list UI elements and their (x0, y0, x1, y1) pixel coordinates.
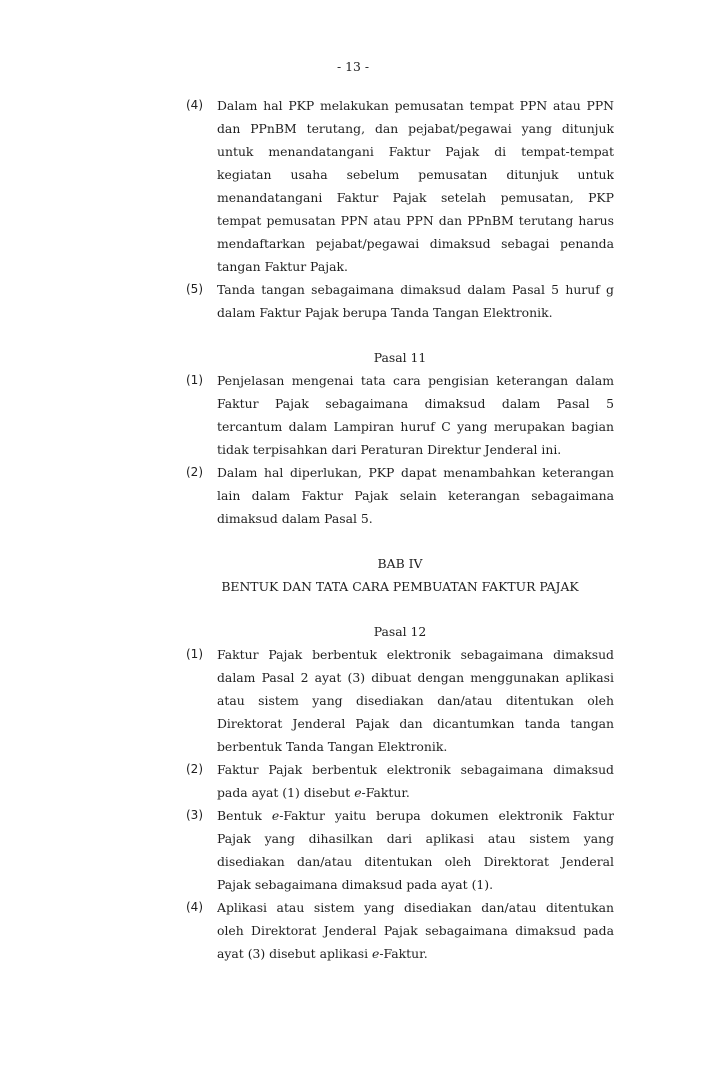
paragraph-line: untuk menandatangani Faktur Pajak di tempat-tempat (217, 144, 614, 159)
paragraph-line: ayat (3) disebut aplikasi e-Faktur. (217, 946, 428, 961)
paragraph-line: tempat pemusatan PPN atau PPN dan PPnBM terutang harus (217, 213, 614, 228)
paragraph-line: pada ayat (1) disebut e-Faktur. (217, 785, 410, 800)
paragraph-line: Tanda tangan sebagaimana dimaksud dalam Pasal 5 huruf g (217, 282, 614, 297)
paragraph-line: dimaksud dalam Pasal 5. (217, 511, 373, 526)
numbered-paragraph (186, 758, 614, 804)
paragraph-line: dalam Pasal 2 ayat (3) dibuat dengan menggunakan aplikasi (217, 670, 614, 685)
paragraph-number: (4) (186, 900, 203, 914)
paragraph-line: lain dalam Faktur Pajak selain keterangan sebagaimana (217, 488, 614, 503)
section-heading: Pasal 11 (373, 350, 427, 365)
paragraph-line: Bentuk e-Faktur yaitu berupa dokumen elektronik Faktur (217, 808, 614, 823)
paragraph-line: dalam Faktur Pajak berupa Tanda Tangan Elektronik. (217, 305, 553, 320)
paragraph-number: (2) (186, 465, 203, 479)
paragraph-line: Faktur Pajak berbentuk elektronik sebagaimana dimaksud (217, 762, 614, 777)
paragraph-line: Dalam hal PKP melakukan pemusatan tempat PPN atau PPN (217, 98, 614, 113)
paragraph-line: Pajak sebagaimana dimaksud pada ayat (1). (217, 877, 494, 892)
numbered-paragraph (186, 804, 614, 896)
paragraph-line: kegiatan usaha sebelum pemusatan ditunjuk untuk (217, 167, 614, 182)
paragraph-line: dan PPnBM terutang, dan pejabat/pegawai yang ditunjuk (217, 121, 614, 136)
document-body (186, 94, 614, 965)
paragraph-line: menandatangani Faktur Pajak setelah pemusatan, PKP (217, 190, 614, 205)
italic-term: e (271, 808, 280, 823)
paragraph-line: Dalam hal diperlukan, PKP dapat menambahkan keterangan (217, 465, 614, 480)
section-heading: BENTUK DAN TATA CARA PEMBUATAN FAKTUR PAJAK (221, 579, 579, 594)
paragraph-line: Pajak yang dihasilkan dari aplikasi atau sistem yang (217, 831, 614, 846)
paragraph-number: (1) (186, 373, 203, 387)
numbered-paragraph (186, 461, 614, 530)
numbered-paragraph (186, 94, 614, 278)
paragraph-line: mendaftarkan pejabat/pegawai dimaksud sebagai penanda (217, 236, 614, 251)
numbered-paragraph (186, 643, 614, 758)
paragraph-line: Faktur Pajak sebagaimana dimaksud dalam Pasal 5 (217, 396, 614, 411)
numbered-paragraph (186, 369, 614, 461)
paragraph-number: (4) (186, 98, 203, 112)
paragraph-line: tangan Faktur Pajak. (217, 259, 348, 274)
paragraph-line: disediakan dan/atau ditentukan oleh Direktorat Jenderal (217, 854, 614, 869)
spacer (186, 530, 614, 552)
paragraph-number: (5) (186, 282, 203, 296)
italic-term: e (372, 946, 380, 961)
section-heading: Pasal 12 (373, 624, 427, 639)
paragraph-line: Penjelasan mengenai tata cara pengisian keterangan dalam (217, 373, 614, 388)
numbered-paragraph (186, 896, 614, 965)
numbered-paragraph (186, 278, 614, 324)
paragraph-line: atau sistem yang disediakan dan/atau ditentukan oleh (217, 693, 614, 708)
paragraph-line: berbentuk Tanda Tangan Elektronik. (217, 739, 448, 754)
paragraph-line: Faktur Pajak berbentuk elektronik sebagaimana dimaksud (217, 647, 614, 662)
spacer (186, 324, 614, 346)
paragraph-line: tercantum dalam Lampiran huruf C yang merupakan bagian (217, 419, 614, 434)
paragraph-number: (2) (186, 762, 203, 776)
paragraph-number: (1) (186, 647, 203, 661)
paragraph-line: tidak terpisahkan dari Peraturan Direktur Jenderal ini. (217, 442, 562, 457)
italic-term: e (354, 785, 362, 800)
paragraph-number: (3) (186, 808, 203, 822)
section-heading: BAB IV (377, 556, 423, 571)
page-number: - 13 - (336, 59, 370, 74)
paragraph-line: oleh Direktorat Jenderal Pajak sebagaimana dimaksud pada (217, 923, 614, 938)
spacer (186, 598, 614, 620)
paragraph-line: Direktorat Jenderal Pajak dan dicantumkan tanda tangan (217, 716, 614, 731)
paragraph-line: Aplikasi atau sistem yang disediakan dan/atau ditentukan (217, 900, 614, 915)
